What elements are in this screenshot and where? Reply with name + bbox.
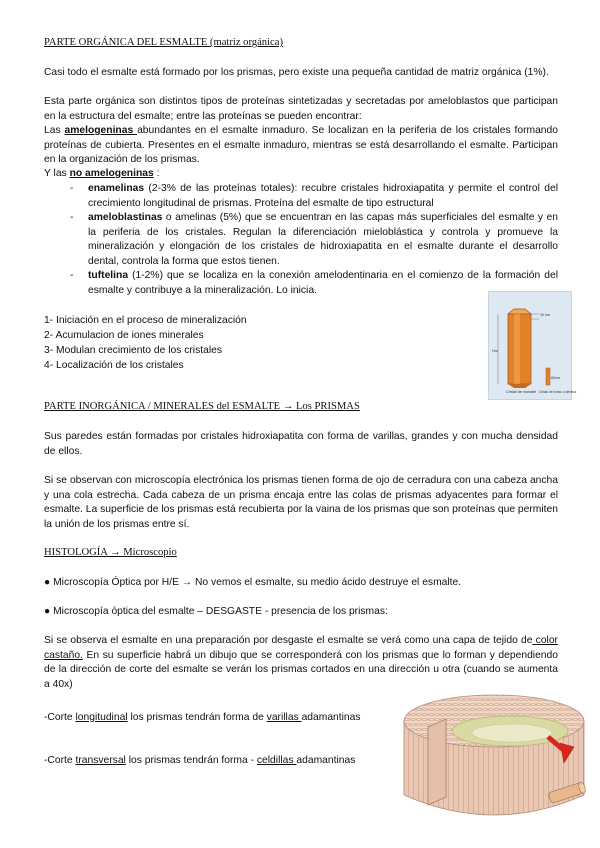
function-item-4: 4- Localización de los cristales bbox=[44, 360, 184, 371]
histology-bullet-desgaste: ● Microscopía óptica del esmalte – DESGASTE - presencia de los prismas: bbox=[44, 606, 388, 617]
desgaste-paragraph: Si se observa el esmalte en una preparación por desgaste el esmalte se verá como una capa de tejido de color castaño. En su superficie habrá un dibujo que se corresponderá con los prismas que lo forman y dependiendo de la dirección de corte del esmalte se verán los prismas cortados en una dirección u otra (cuando se aumenta a 40x) bbox=[44, 635, 558, 690]
histology-bullet-he: ● Microscopía Óptica por H/E → No vemos el esmalte, su medio ácido destruye el esmalte. bbox=[44, 577, 462, 588]
enamel-prisms-figure bbox=[398, 687, 590, 831]
crystal-diagram bbox=[489, 292, 577, 399]
cut-face bbox=[428, 719, 446, 805]
bullet-tuftelina: - tuftelina (1-2%) que se localiza en la conexión amelodentinaria en el comienzo de la formación del esmalte y contribuye a la mineralización. Lo inicia. bbox=[70, 270, 558, 296]
caption-enamel: Cristal de esmalte bbox=[506, 390, 537, 394]
color-castano-term: color castaño. bbox=[44, 635, 558, 661]
organic-paragraph-2: Esta parte orgánica son distintos tipos de proteínas sintetizadas y secretadas por ameloblastos que participan en la estructura del esmalte; entre las proteínas se pueden encontrar: bbox=[44, 96, 558, 122]
section-organic-title: PARTE ORGÁNICA DEL ESMALTE (matriz orgánica) bbox=[44, 37, 283, 48]
corte-transversal: -Corte transversal los prismas tendrán forma - celdillas adamantinas bbox=[44, 755, 356, 766]
organic-paragraph-1: Casi todo el esmalte está formado por los prismas, pero existe una pequeña cantidad de matriz orgánica (1%). bbox=[44, 67, 549, 78]
label-mid: 60nm bbox=[551, 376, 560, 380]
function-item-3: 3- Modulan crecimiento de los cristales bbox=[44, 345, 222, 356]
section-inorganic-title: PARTE INORGÁNICA / MINERALES del ESMALTE → Los PRISMAS bbox=[44, 401, 360, 412]
enamel-prisms-illustration bbox=[398, 687, 590, 831]
function-item-2: 2- Acumulacion de iones minerales bbox=[44, 330, 204, 341]
no-amelogeninas-paragraph: Y las no amelogeninas : bbox=[44, 168, 160, 179]
inorganic-paragraph-2: Si se observan con microscopía electrónica los prismas tienen forma de ojo de cerradura con una cabeza ancha y una cola estrecha. Cada cabeza de un prisma encaja entre las colas de prismas adyacentes para formar el esmalte. La superficie de los prismas está recubierta por la vaina de los prismas que son proteínas que permiten la unión de los prismas entre sí. bbox=[44, 475, 558, 530]
section-histology-title: HISTOLOGÍA → Microscopio bbox=[44, 547, 177, 558]
bullet-ameloblastinas: - ameloblastinas o amelinas (5%) que se encuentran en las capas más superficiales del esmalte y en la periferia de los cristales. Regulan la diferenciación mieloblástica y controla y promueve la mineralización y elongación de los cristales de hidroxiapatita en el esmalte durante el desarrollo dental, controla la forma que estos tienen. bbox=[70, 212, 558, 267]
bullet-enamelinas: - enamelinas (2-3% de las proteínas totales): recubre cristales hidroxiapatita y permite el control del crecimiento longitudinal de prismas. Proteína del esmalte de tipo estructural bbox=[70, 183, 558, 209]
label-left: Hor bbox=[492, 349, 498, 353]
inorganic-paragraph-1: Sus paredes están formadas por cristales hidroxiapatita con forma de varillas, grandes y con mucha densidad de ellos. bbox=[44, 431, 558, 457]
no-amelogeninas-term: no amelogeninas bbox=[69, 168, 154, 179]
amelogeninas-paragraph: Las amelogeninas abundantes en el esmalte inmaduro. Se localizan en la periferia de los cristales formando proteínas de cubierta. Presentes en el esmalte inmaduro, mientras se está desarrollando el esmalte. Participan en la organización de los prismas. bbox=[44, 125, 558, 166]
corte-longitudinal: -Corte longitudinal los prismas tendrán forma de varillas adamantinas bbox=[44, 712, 361, 723]
bone-crystal-body bbox=[546, 368, 550, 385]
crystal-comparison-figure bbox=[488, 291, 577, 400]
function-item-1: 1- Iniciación en el proceso de mineralización bbox=[44, 315, 247, 326]
label-top: 20 nm bbox=[540, 313, 550, 317]
caption-bone: Cristal de hueso o dentina bbox=[539, 390, 577, 394]
amelogeninas-term: amelogeninas bbox=[64, 125, 138, 136]
